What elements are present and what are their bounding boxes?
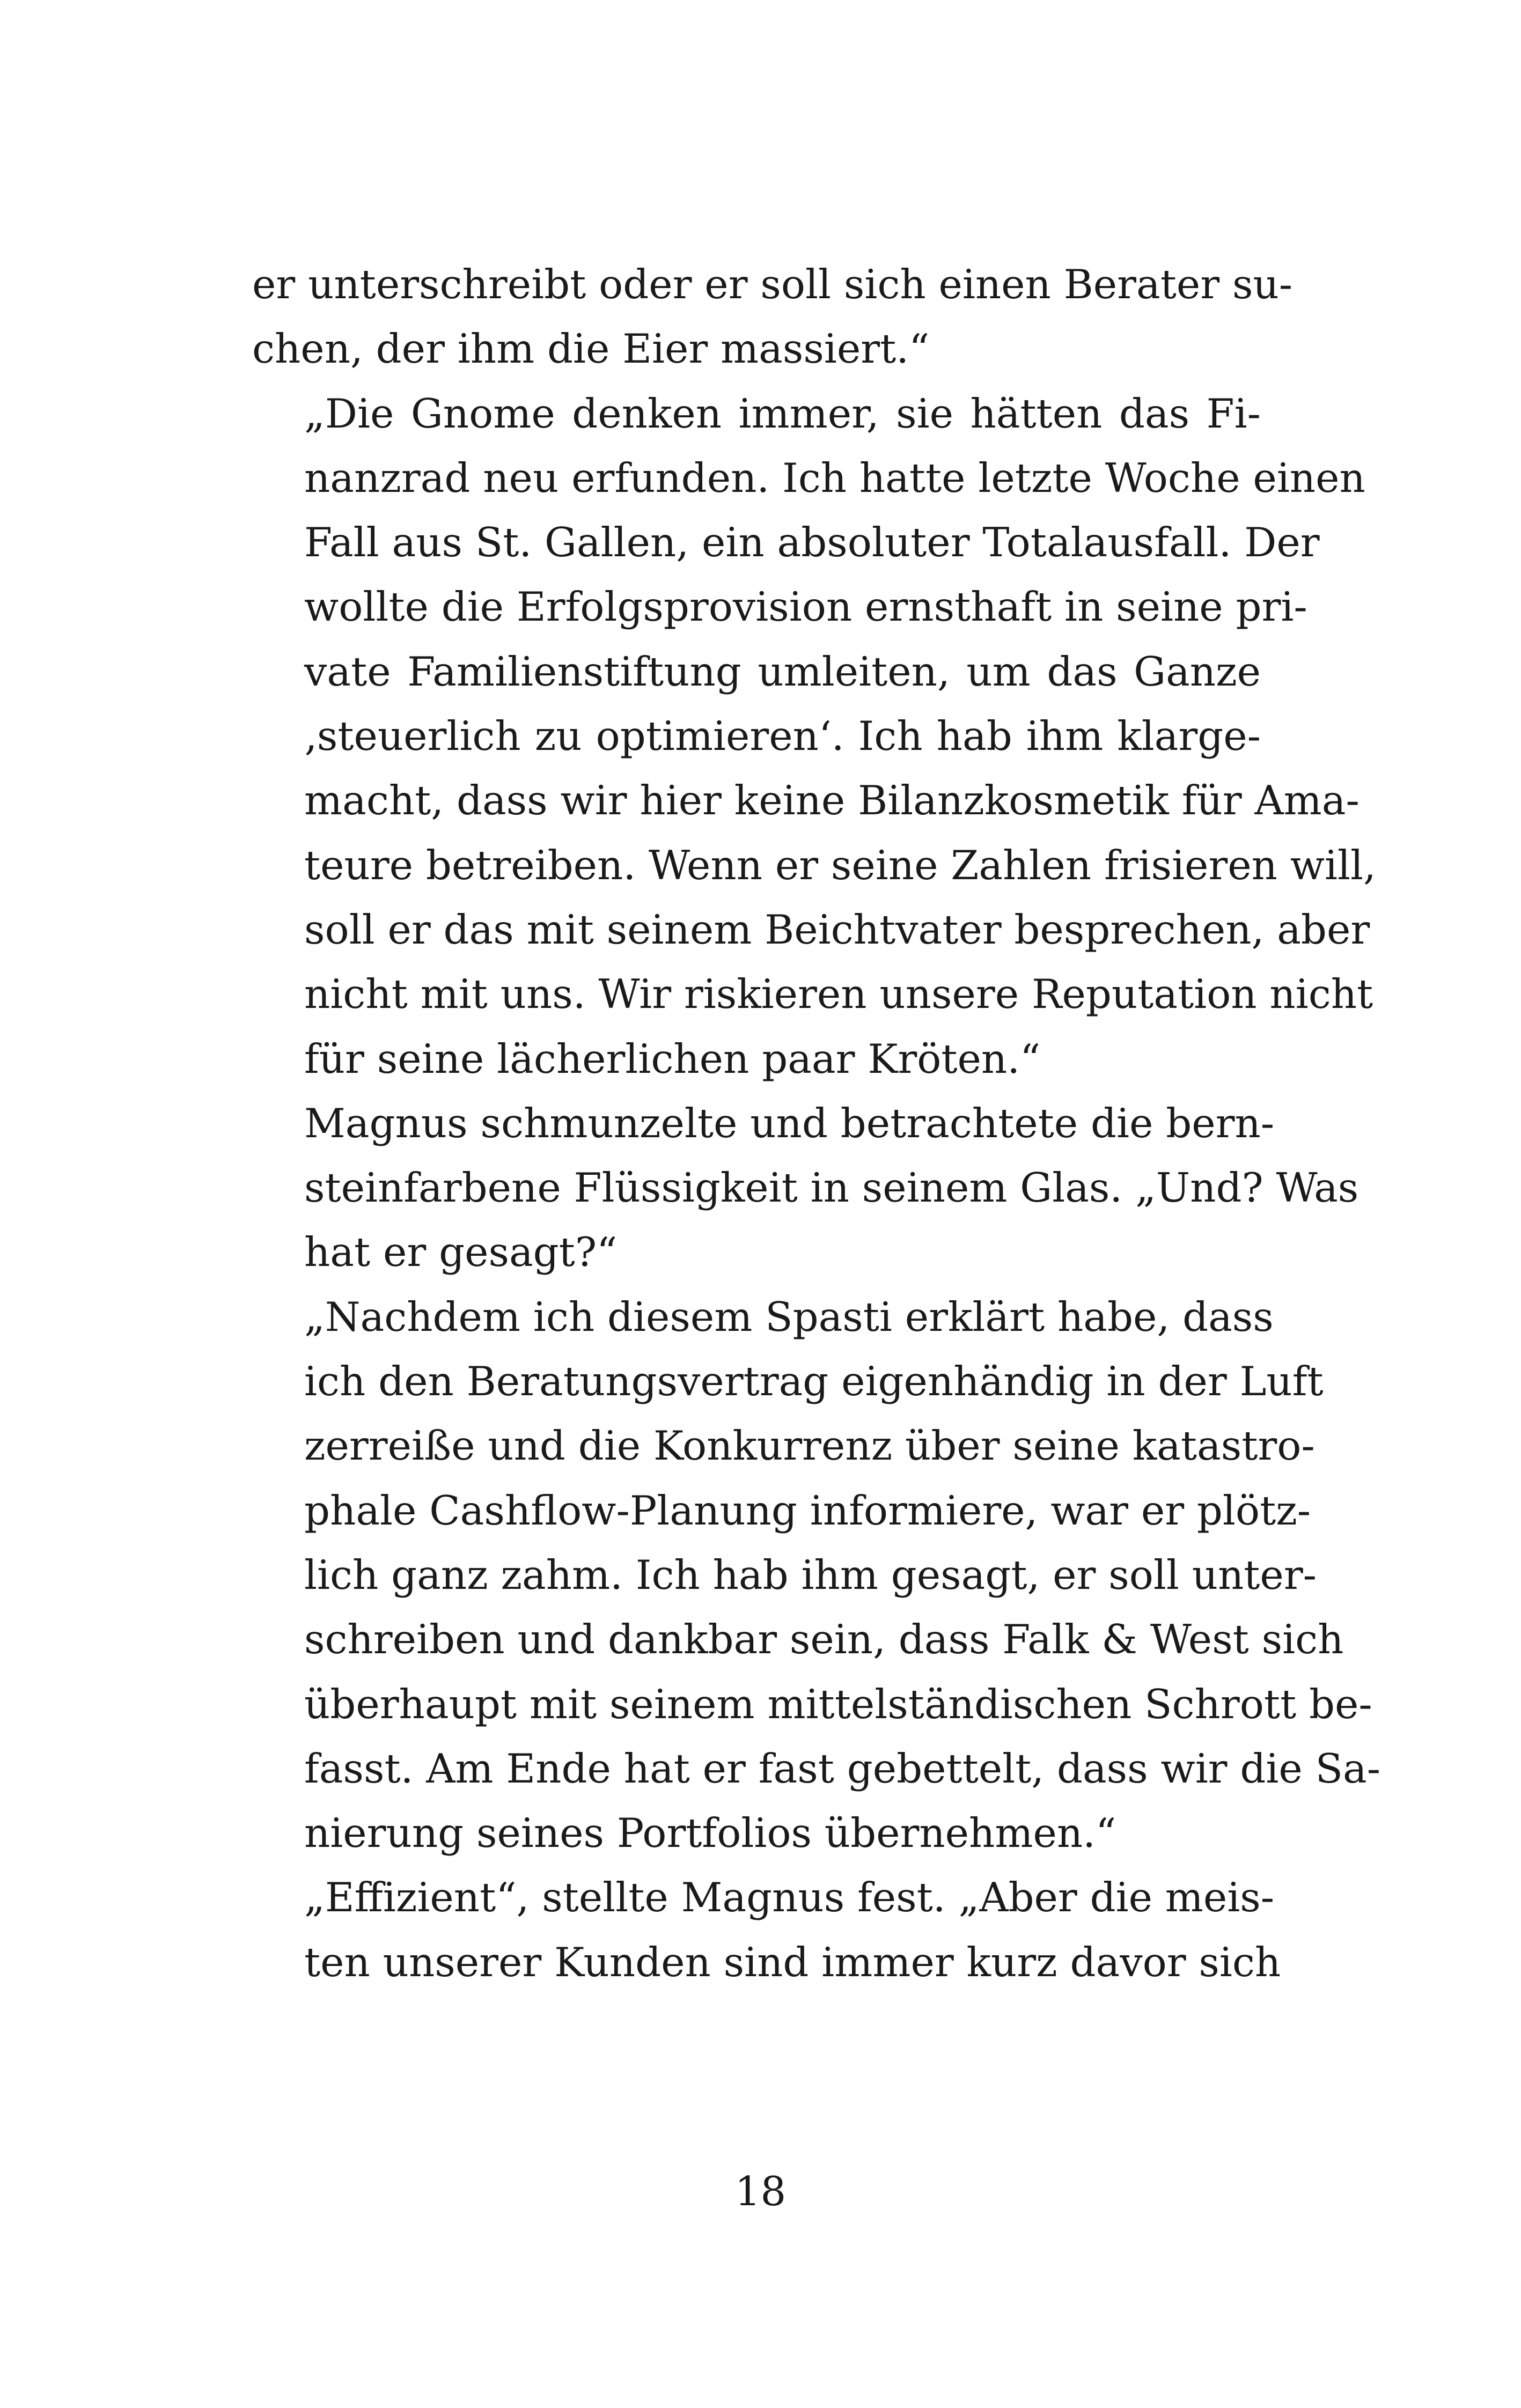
text-line: hat er gesagt?“ [304, 1228, 618, 1276]
paragraph [252, 1865, 1281, 1994]
text-line: ‚steuerlich zu optimieren‘. Ich hab ihm klarge- [304, 712, 1261, 760]
text-line: für seine lächerlichen paar Kröten.“ [304, 1035, 1041, 1083]
text-line: phale Cashflow-Planung informiere, war er plötz- [304, 1486, 1311, 1534]
text-line: nierung seines Portfolios übernehmen.“ [304, 1809, 1116, 1857]
text-line: „Effizient“, stellte Magnus fest. „Aber die meis- [304, 1874, 1275, 1921]
text-line: macht, dass wir hier keine Bilanzkosmetik für Ama- [304, 777, 1360, 824]
paragraph [252, 252, 1293, 381]
text-line: überhaupt mit seinem mittelständischen Schrott be- [304, 1680, 1372, 1728]
text-line: „Die Gnome denken immer, sie hätten das Fi- [304, 389, 1261, 437]
text-line: schreiben und dankbar sein, dass Falk & West sich [304, 1616, 1344, 1663]
text-line: er unterschreibt oder er soll sich einen Berater su- [252, 261, 1293, 308]
text-line: „Nachdem ich diesem Spasti erklärt habe, dass [304, 1293, 1274, 1341]
text-line: lich ganz zahm. Ich hab ihm gesagt, er soll unter- [304, 1551, 1317, 1599]
text-line: wollte die Erfolgsprovision ernsthaft in seine pri- [304, 583, 1307, 631]
paragraph [252, 1285, 1381, 1866]
text-line: ich den Beratungsvertrag eigenhändig in der Luft [304, 1358, 1324, 1405]
text-line: ten unserer Kunden sind immer kurz davor sich [304, 1938, 1281, 1986]
text-line: Magnus schmunzelte und betrachtete die bern- [304, 1099, 1275, 1147]
text-line: nanzrad neu erfunden. Ich hatte letzte Woche einen [304, 454, 1365, 502]
page-number: 18 [734, 2168, 787, 2215]
text-line: steinfarbene Flüssigkeit in seinem Glas. „Und? Was [304, 1164, 1359, 1212]
text-line: chen, der ihm die Eier massiert.“ [252, 325, 930, 373]
text-line: nicht mit uns. Wir riskieren unsere Reputation nicht [304, 970, 1373, 1018]
text-line: Fall aus St. Gallen, ein absoluter Totalausfall. Der [304, 519, 1320, 566]
text-line: soll er das mit seinem Beichtvater besprechen, aber [304, 905, 1370, 953]
body-text [252, 252, 1381, 1994]
text-line: zerreiße und die Konkurrenz über seine katastro- [304, 1422, 1315, 1470]
text-line: vate Familienstiftung umleiten, um das Ganze [304, 647, 1261, 695]
text-line: fasst. Am Ende hat er fast gebettelt, dass wir die Sa- [304, 1744, 1381, 1792]
paragraph [252, 381, 1376, 1091]
text-line: teure betreiben. Wenn er seine Zahlen frisieren will, [304, 841, 1376, 889]
paragraph [252, 1091, 1359, 1285]
